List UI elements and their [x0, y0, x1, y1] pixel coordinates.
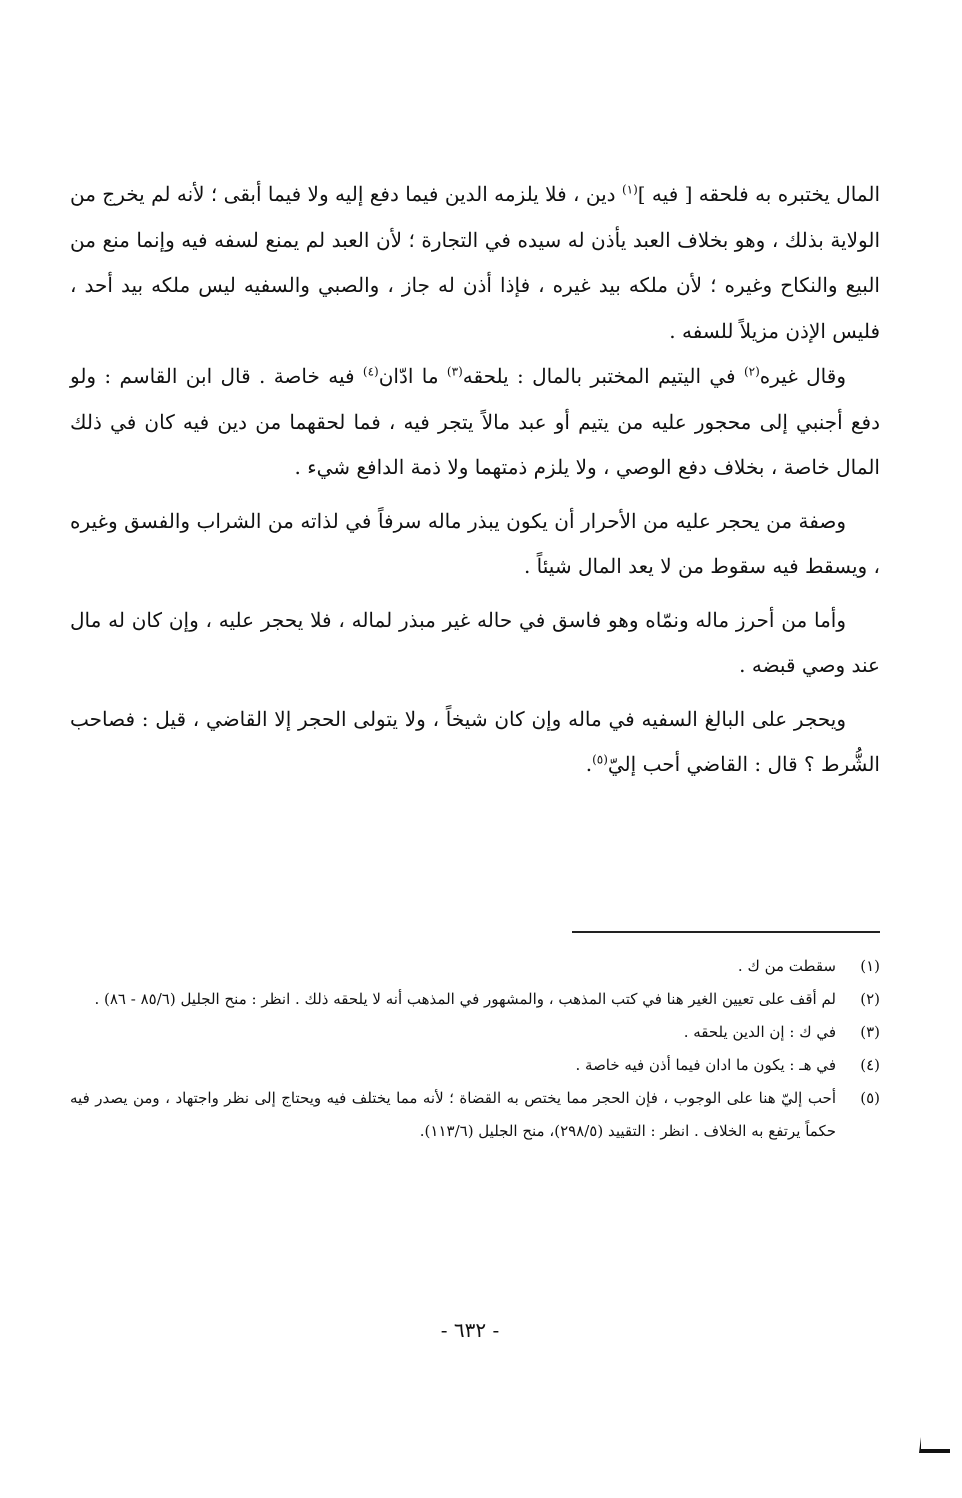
paragraph-text: ما ادّان [378, 364, 447, 388]
page-number: - ٦٣٢ - [440, 1318, 500, 1342]
footnote-text: في ك : إن الدين يلحقه . [683, 1023, 836, 1041]
footnote-2 [70, 983, 880, 1016]
paragraph-4 [70, 598, 880, 689]
footnote-separator [572, 931, 880, 933]
paragraph-text: دين ، فلا يلزمه الدين فيما دفع إليه ولا فيما أبقى ؛ لأنه لم يخرج من الولاية بذلك ، وهو بخلاف العبد يأذن له سيده في التجارة ؛ لأن العبد لم يمنع لسفه فيه وإنما منع من البيع والنكاح وغيره ؛ لأن ملكه بيد غيره ، فإذا أذن له جاز ، والصبي والسفيه ليس ملكه بيد أحد ، فليس الإذن مزيلاً للسفه . [70, 182, 880, 343]
footnote-1 [70, 950, 880, 983]
footnote-ref-5: (٥) [592, 752, 608, 767]
paragraph-5 [70, 697, 880, 788]
footnote-ref-2: (٢) [743, 364, 760, 379]
footnote-5 [70, 1082, 880, 1148]
paragraph-1 [70, 172, 880, 354]
footnote-3 [70, 1016, 880, 1049]
paragraph-text: . [585, 752, 593, 776]
footnote-number: (٣) [860, 1023, 880, 1041]
paragraph-text: المال يختبره به فلحقه [ فيه ] [637, 182, 881, 206]
paragraph-text: وصفة من يحجر عليه من الأحرار أن يكون يبذر ماله سرفاً في لذاته من الشراب والفسق وغيره ، ويسقط فيه سقوط من لا يعد المال شيئاً . [70, 508, 880, 578]
footnote-text: أحب إليّ هنا على الوجوب ، فإن الحجر مما يختص به القضاة ؛ لأنه مما يختلف فيه ويحتاج إلى نظر واجتهاد ، ومن يصدر فيه حكماً يرتفع به الخلاف . انظر : التقييد (٢٩٨/٥)، منح الجليل (١١٣/٦). [70, 1089, 836, 1140]
footnote-number: (٤) [860, 1056, 880, 1074]
footnote-ref-1: (١) [621, 182, 638, 197]
paragraph-text: فيه خاصة . قال ابن القاسم : ولو دفع أجنبي إلى محجور عليه من يتيم أو عبد مالاً يتجر فيه ، فما لحقهما من دين فيه كان في ذلك المال خاصة ، بخلاف دفع الوصي ، ولا يلزم ذمتهما ولا ذمة الدافع شيء . [70, 364, 880, 479]
footnote-number: (١) [860, 957, 880, 975]
paragraph-text: وأما من أحرز ماله ونمّاه وهو فاسق في حاله غير مبذر لماله ، فلا يحجر عليه ، وإن كان له مال عند وصي قبضه . [70, 607, 880, 677]
footnote-ref-4: (٤) [362, 364, 379, 379]
paragraph-text: وقال غيره [759, 364, 846, 388]
footnote-number: (٢) [860, 990, 880, 1008]
paragraph-text: في اليتيم المختبر بالمال : يلحقه [462, 364, 744, 388]
footnotes [70, 950, 880, 1148]
paragraph-3 [70, 499, 880, 590]
corner-mark-icon [918, 1435, 952, 1455]
main-text [70, 172, 880, 788]
footnote-text: سقطت من ك . [737, 957, 836, 975]
footnote-number: (٥) [860, 1089, 880, 1107]
footnote-text: لم أقف على تعيين الغير هنا في كتب المذهب ، والمشهور في المذهب أنه لا يلحقه ذلك . انظر : منح الجليل (٨٥/٦ - ٨٦) . [94, 990, 836, 1008]
paragraph-text: ويحجر على البالغ السفيه في ماله وإن كان شيخاً ، ولا يتولى الحجر إلا القاضي ، قيل : فصاحب الشُّرط ؟ قال : القاضي أحب إليّ [70, 706, 880, 776]
footnote-text: في هـ : يكون ما ادان فيما أذن فيه خاصة . [575, 1056, 836, 1074]
footnote-ref-3: (٣) [446, 364, 463, 379]
paragraph-2 [70, 354, 880, 491]
footnote-4 [70, 1049, 880, 1082]
